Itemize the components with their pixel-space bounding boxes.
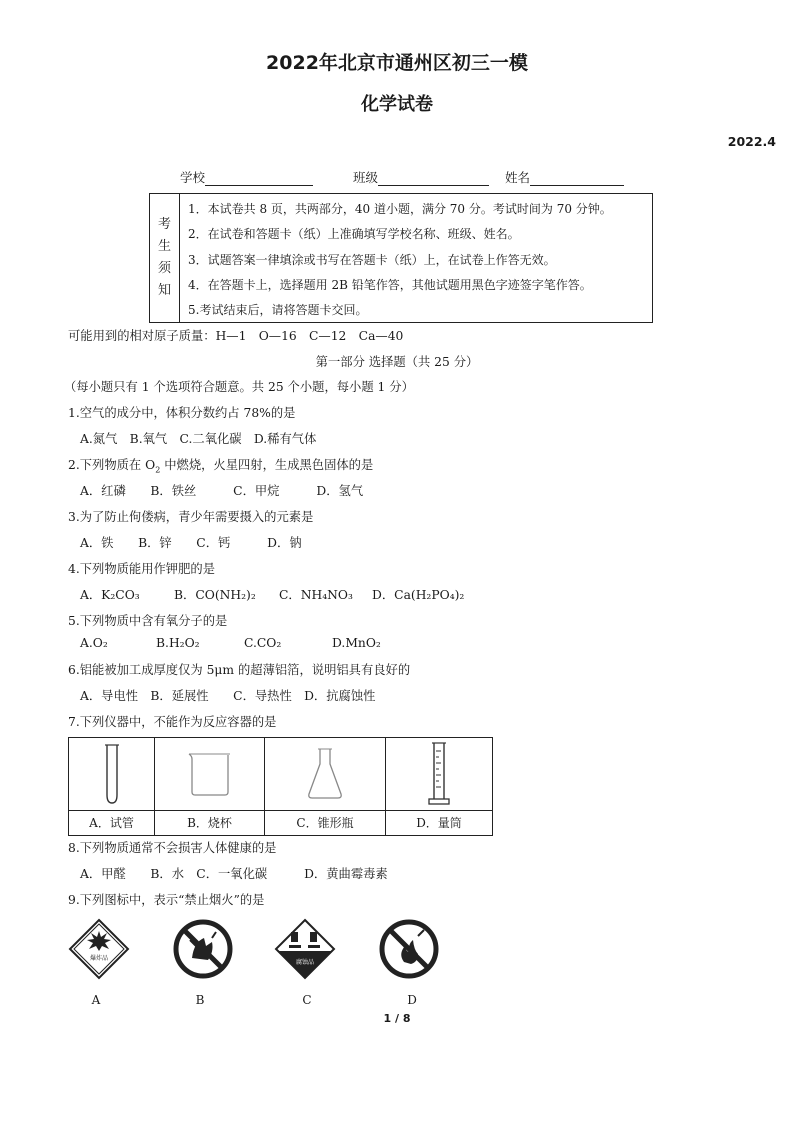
question-4-option-a: A．K₂CO₃ [80, 588, 140, 602]
school-label: 学校 [180, 170, 206, 185]
corrosive-sign-label: 腐蚀品 [295, 959, 315, 966]
exam-title: 2022年北京市通州区初三一模 [266, 52, 528, 74]
notice-rule: 2．在试卷和答题卡（纸）上准确填写学校名称、班级、姓名。 [188, 227, 520, 242]
section-title: 第一部分 选择题（共 25 分） [315, 355, 479, 369]
name-label: 姓名 [504, 170, 530, 185]
question-2-options: A．红磷 B．铁丝 C．甲烷 D．氢气 [80, 484, 364, 498]
explosive-sign-label: 爆炸品 [89, 955, 109, 962]
apparatus-cell-c [265, 738, 386, 835]
question-1-options: A.氮气 B.氧气 C.二氧化碳 D.稀有气体 [80, 432, 317, 446]
notice-rule: 5.考试结束后，请将答题卡交回。 [188, 303, 368, 318]
question-4-option-c: C．NH₄NO₃ [279, 588, 353, 602]
question-5-option-a: A.O₂ [80, 636, 108, 650]
explosive-hazard-sign-icon [68, 918, 130, 980]
notice-rule: 3．试题答案一律填涂或书写在答题卡（纸）上，在试卷上作答无效。 [188, 252, 556, 267]
question-6-stem: 6.铝能被加工成厚度仅为 5μm 的超薄铝箔，说明铝具有良好的 [68, 663, 411, 677]
atomic-masses: 可能用到的相对原子质量：H—1 O—16 C—12 Ca—40 [68, 329, 404, 343]
class-blank[interactable] [378, 171, 489, 186]
question-8-options: A．甲醛 B．水 C．一氧化碳 D．黄曲霉毒素 [80, 867, 388, 881]
apparatus-cell-a [69, 738, 155, 835]
student-info-fields [180, 168, 624, 186]
question-1-stem: 1.空气的成分中，体积分数约占 78%的是 [68, 406, 296, 420]
no-fireworks-sign-icon [172, 918, 234, 980]
graduated-cylinder-icon [427, 741, 451, 807]
apparatus-caption: D．量筒 [416, 816, 462, 830]
notice-side-label: 考 生 须 知 [150, 194, 180, 322]
question-4-option-d: D．Ca(H₂PO₄)₂ [372, 588, 465, 602]
question-9-stem: 9.下列图标中，表示“禁止烟火”的是 [68, 893, 265, 907]
corrosive-hazard-sign-icon [274, 918, 336, 980]
apparatus-caption: A．试管 [89, 816, 134, 830]
notice-rule: 1．本试卷共 8 页，共两部分，40 道小题，满分 70 分。考试时间为 70 分钟。 [188, 202, 612, 216]
section-instruction: （每小题只有 1 个选项符合题意。共 25 个小题，每小题 1 分） [64, 380, 414, 394]
sign-label-a: A [91, 993, 101, 1007]
question-4-stem: 4.下列物质能用作钾肥的是 [68, 562, 215, 576]
question-3-options: A．铁 B．锌 C．钙 D．钠 [80, 536, 302, 550]
school-blank[interactable] [205, 171, 313, 186]
question-2-stem: 2.下列物质在 $O_2$ 中燃烧，火星四射，生成黑色固体的是 [68, 458, 374, 475]
question-5-option-b: B.H₂O₂ [156, 636, 200, 650]
exam-date: 2022.4 [727, 134, 776, 149]
question-7-apparatus-table [68, 737, 493, 836]
apparatus-cell-d [386, 738, 492, 835]
sign-label-b: B [195, 993, 205, 1007]
question-5-stem: 5.下列物质中含有氧分子的是 [68, 614, 228, 628]
conical-flask-icon [305, 746, 345, 802]
apparatus-caption: C．锥形瓶 [296, 816, 354, 830]
apparatus-cell-b [155, 738, 265, 835]
question-5-option-c: C.CO₂ [244, 636, 282, 650]
question-8-stem: 8.下列物质通常不会损害人体健康的是 [68, 841, 277, 855]
no-open-flame-sign-icon [378, 918, 440, 980]
test-tube-icon [102, 743, 122, 805]
page-number: 1 / 8 [383, 1012, 411, 1025]
beaker-icon [185, 750, 235, 798]
question-4-option-b: B．CO(NH₂)₂ [174, 588, 256, 602]
apparatus-caption: B．烧杯 [187, 816, 232, 830]
sign-label-c: C [302, 993, 312, 1007]
question-5-option-d: D.MnO₂ [332, 636, 381, 650]
class-label: 班级 [352, 170, 378, 185]
name-blank[interactable] [530, 171, 624, 186]
exam-notice-box [149, 193, 653, 323]
question-6-options: A．导电性 B．延展性 C．导热性 D．抗腐蚀性 [80, 689, 376, 703]
exam-subtitle: 化学试卷 [361, 94, 433, 115]
notice-rule: 4．在答题卡上，选择题用 2B 铅笔作答，其他试题用黑色字迹签字笔作答。 [188, 277, 592, 292]
sign-label-d: D [407, 993, 417, 1007]
question-7-stem: 7.下列仪器中，不能作为反应容器的是 [68, 715, 277, 729]
notice-rules [188, 197, 612, 323]
question-3-stem: 3.为了防止佝偻病，青少年需要摄入的元素是 [68, 510, 314, 524]
